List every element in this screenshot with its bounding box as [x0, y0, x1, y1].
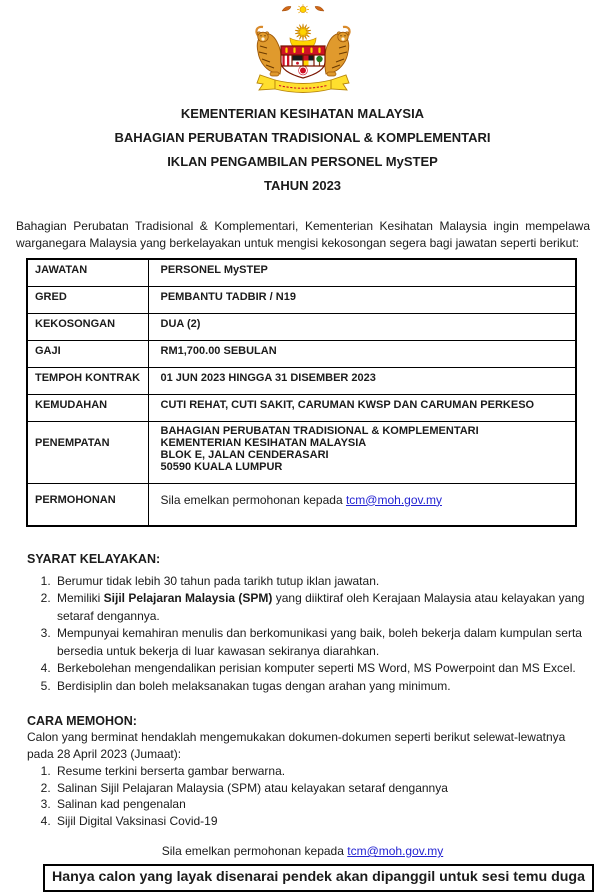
row-value: CUTI REHAT, CUTI SAKIT, CARUMAN KWSP DAN CARUMAN PERKESO: [148, 395, 576, 422]
text-segment: Sila emelkan permohonan kepada: [160, 492, 346, 507]
list-item: [54, 660, 592, 678]
table-row-kekosongan: [27, 314, 576, 341]
emblem-fragment-left: [282, 6, 291, 11]
emblem-small-sun: [297, 4, 309, 13]
address-line: BAHAGIAN PERUBATAN TRADISIONAL & KOMPLEMENTARI: [160, 425, 479, 437]
email-line: [13, 844, 592, 858]
table-row-permohonan: [27, 483, 576, 526]
row-value: RM1,700.00 SEBULAN: [148, 341, 576, 368]
row-label: PERMOHONAN: [27, 483, 148, 526]
address-line: BLOK E, JALAN CENDERASARI: [160, 448, 329, 461]
text-segment: Memiliki: [57, 591, 104, 606]
cara-memohon-list: [13, 763, 592, 829]
email-link[interactable]: tcm@moh.gov.my: [347, 844, 444, 859]
document-page: [0, 4, 605, 892]
address-line: KEMENTERIAN KESIHATAN MALAYSIA: [160, 436, 367, 449]
row-value: DUA (2): [148, 314, 576, 341]
text-segment: Sijil Pelajaran Malaysia (SPM): [103, 591, 273, 606]
row-value: PERSONEL MySTEP: [148, 259, 576, 287]
text-segment: Mempunyai kemahiran menulis dan berkomunikasi yang baik, boleh bekerja dalam kumpulan serta bersedia untuk bekerja di luar kawasan sekiranya diarahkan.: [57, 626, 582, 658]
list-item: 2. Salinan Sijil Pelajaran Malaysia (SPM) atau kelayakan setaraf dengannya: [54, 780, 592, 797]
list-item: [54, 625, 592, 660]
row-label: PENEMPATAN: [27, 422, 148, 484]
list-item: 4. Sijil Digital Vaksinasi Covid-19: [54, 813, 592, 830]
syarat-kelayakan-list: [13, 573, 592, 696]
row-label: KEKOSONGAN: [27, 314, 148, 341]
shield: [281, 46, 325, 78]
cara-memohon-heading: CARA MEMOHON:: [27, 714, 137, 729]
table-row-penempatan: [27, 422, 576, 484]
emblem-fragment-right: [315, 6, 324, 11]
table-row-gaji: [27, 341, 576, 368]
address-line: 50590 KUALA LUMPUR: [160, 460, 283, 473]
text-segment: Berdisiplin dan boleh melaksanakan tugas dengan arahan yang minimum.: [57, 678, 451, 693]
row-value: PEMBANTU TADBIR / N19: [148, 287, 576, 314]
title-ministry: KEMENTERIAN KESIHATAN MALAYSIA: [180, 106, 425, 121]
tiger-supporter: [256, 27, 281, 76]
title-year: TAHUN 2023: [263, 178, 342, 193]
row-value-application: [148, 483, 576, 526]
email-link[interactable]: tcm@moh.gov.my: [345, 492, 442, 507]
job-details-table: [26, 258, 577, 527]
title-division: BAHAGIAN PERUBATAN TRADISIONAL & KOMPLEMENTARI: [114, 130, 491, 145]
list-item: 1. Resume terkini berserta gambar berwarna.: [54, 763, 592, 780]
list-item: 3. Salinan kad pengenalan: [54, 796, 592, 813]
malaysia-coat-of-arms: [244, 4, 362, 96]
table-row-kemudahan: [27, 395, 576, 422]
cara-memohon-intro: Calon yang berminat hendaklah mengemukakan dokumen-dokumen seperti berikut selewat-lewatnya pada 28 April 2023 (Jumaat):: [27, 730, 566, 761]
star-icon: [295, 24, 311, 40]
text-segment: Berumur tidak lebih 30 tahun pada tarikh tutup iklan jawatan.: [57, 573, 380, 588]
table-row-tempoh-kontrak: [27, 368, 576, 395]
notice-box: Hanya calon yang layak disenarai pendek akan dipanggil untuk sesi temu duga: [43, 864, 594, 892]
list-item: [54, 590, 592, 625]
list-item: [54, 678, 592, 696]
row-value-address: [148, 422, 576, 484]
table-row-gred: [27, 287, 576, 314]
text-segment: yang diiktiraf oleh Kerajaan Malaysia atau kelayakan yang setaraf dengannya.: [57, 591, 585, 623]
row-value: 01 JUN 2023 HINGGA 31 DISEMBER 2023: [148, 368, 576, 395]
text-segment: Berkebolehan mengendalikan perisian komputer seperti MS Word, MS Powerpoint dan MS Excel.: [57, 661, 576, 676]
title-advert: IKLAN PENGAMBILAN PERSONEL MySTEP: [167, 154, 438, 169]
row-label: GAJI: [27, 341, 148, 368]
row-label: GRED: [27, 287, 148, 314]
row-label: JAWATAN: [27, 259, 148, 287]
row-label: TEMPOH KONTRAK: [27, 368, 148, 395]
text-segment: Sila emelkan permohonan kepada: [161, 844, 348, 859]
list-item: [54, 573, 592, 591]
syarat-kelayakan-heading: SYARAT KELAYAKAN:: [27, 551, 161, 566]
intro-paragraph: Bahagian Perubatan Tradisional & Komplementari, Kementerian Kesihatan Malaysia ingin mempelawa warganegara Malaysia yang berkelayakan untuk mengisi kekosongan segera bagi jawatan seperti berikut:: [16, 219, 590, 250]
document-title-block: [13, 102, 592, 198]
table-row-jawatan: [27, 259, 576, 287]
row-label: KEMUDAHAN: [27, 395, 148, 422]
